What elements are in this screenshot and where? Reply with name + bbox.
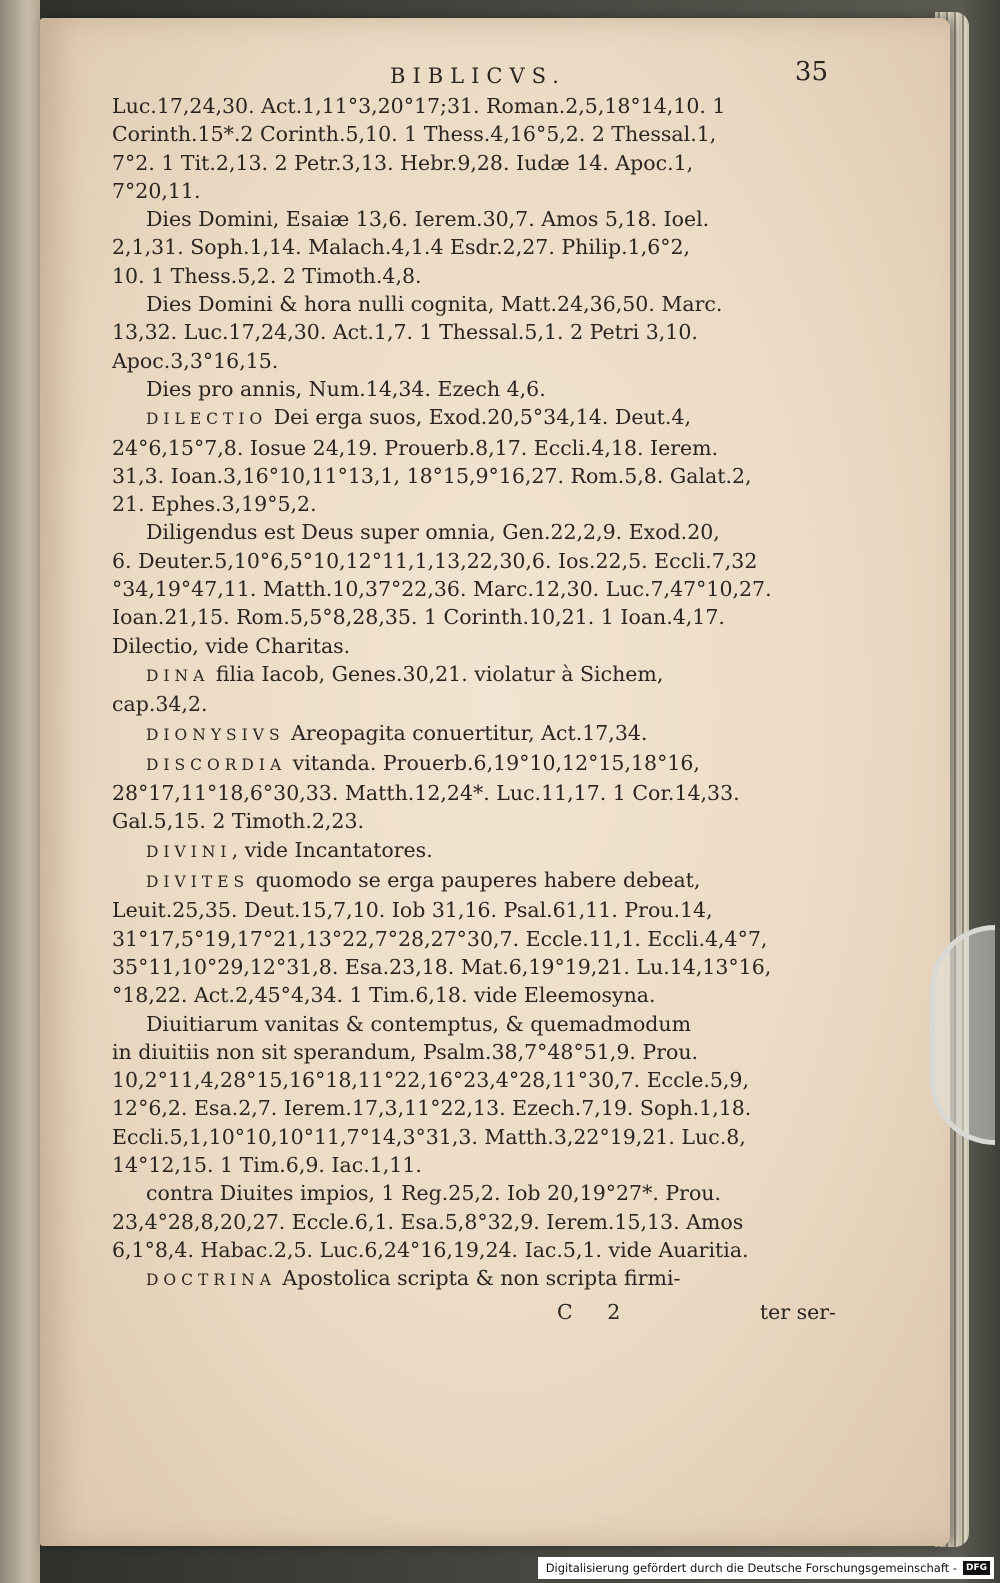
- entry-heading: DIVITES: [146, 873, 250, 892]
- entry-text: 2,1,31. Soph.1,14. Malach.4,1.4 Esdr.2,27. Philip.1,6°2,: [112, 235, 691, 260]
- text-line: [112, 290, 844, 318]
- text-line: [112, 403, 844, 433]
- text-line: [112, 434, 844, 462]
- entry-text: Dei erga suos, Exod.20,5°34,14. Deut.4,: [267, 405, 691, 430]
- entry-text: Corinth.15*.2 Corinth.5,10. 1 Thess.4,16°5,2. 2 Thessal.1,: [112, 122, 717, 147]
- dfg-logo: DFG: [963, 1561, 990, 1575]
- text-line: [112, 719, 844, 749]
- entry-text: vitanda. Prouerb.6,19°10,12°15,18°16,: [286, 750, 700, 775]
- running-head: BIBLICVS.: [390, 64, 566, 88]
- entry-text: Diligendus est Deus super omnia, Gen.22,2,9. Exod.20,: [146, 520, 720, 545]
- page-number: 35: [794, 57, 828, 87]
- entry-text: Apoc.3,3°16,15.: [112, 348, 279, 373]
- facing-page-edge: [0, 0, 40, 1583]
- entry-text: cap.34,2.: [112, 692, 208, 717]
- entry-heading: DISCORDIA: [146, 755, 287, 774]
- entry-text: 14°12,15. 1 Tim.6,9. Iac.1,11.: [112, 1152, 422, 1177]
- entry-text: contra Diuites impios, 1 Reg.25,2. Iob 20,19°27*. Prou.: [146, 1181, 722, 1206]
- text-line: [112, 603, 844, 631]
- entry-text: Gal.5,15. 2 Timoth.2,23.: [112, 809, 365, 834]
- entry-text: 24°6,15°7,8. Iosue 24,19. Prouerb.8,17. Eccli.4,18. Ierem.: [112, 435, 719, 460]
- entry-text: 7°2. 1 Tit.2,13. 2 Petr.3,13. Hebr.9,28. Iudæ 14. Apoc.1,: [112, 150, 694, 175]
- text-line: [112, 925, 844, 953]
- entry-text: Diuitiarum vanitas & contemptus, & quemadmodum: [146, 1011, 692, 1036]
- text-line: [112, 92, 844, 120]
- text-line: [112, 1123, 844, 1151]
- text-line: [112, 836, 844, 866]
- text-line: [112, 1066, 844, 1094]
- text-line: [112, 1010, 844, 1038]
- entry-text: 31°17,5°19,17°21,13°22,7°28,27°30,7. Eccle.11,1. Eccli.4,4°7,: [112, 926, 768, 951]
- credit-text: Digitalisierung gefördert durch die Deutsche Forschungsgemeinschaft -: [545, 1561, 957, 1575]
- text-line: [112, 807, 844, 835]
- page-footer: [112, 1298, 844, 1332]
- entry-heading: DILECTIO: [146, 410, 268, 429]
- entry-text: , vide Incantatores.: [231, 837, 433, 862]
- text-line: [112, 490, 844, 518]
- text-line: [112, 318, 844, 346]
- entry-text: filia Iacob, Genes.30,21. violatur à Sichem,: [209, 661, 664, 686]
- text-line: [112, 375, 844, 403]
- text-line: [112, 120, 844, 148]
- text-line: [112, 632, 844, 660]
- text-line: [112, 866, 844, 896]
- entry-text: 7°20,11.: [112, 178, 201, 203]
- text-line: [112, 233, 844, 261]
- text-line: [112, 1151, 844, 1179]
- text-line: [112, 575, 844, 603]
- text-line: [112, 177, 844, 205]
- entry-text: 13,32. Luc.17,24,30. Act.1,7. 1 Thessal.5,1. 2 Petri 3,10.: [112, 320, 698, 345]
- entry-text: in diuitiis non sit sperandum, Psalm.38,7°48°51,9. Prou.: [112, 1039, 699, 1064]
- index-entries: [112, 92, 844, 1294]
- entry-text: Eccli.5,1,10°10,10°11,7°14,3°31,3. Matth.3,22°19,21. Luc.8,: [112, 1124, 746, 1149]
- entry-heading: DINA: [146, 666, 210, 685]
- entry-text: Luc.17,24,30. Act.1,11°3,20°17;31. Roman.2,5,18°14,10. 1: [112, 94, 726, 118]
- entry-text: Apostolica scripta & non scripta firmi-: [275, 1266, 681, 1291]
- text-line: [112, 347, 844, 375]
- entry-heading: DIVINI: [146, 842, 232, 861]
- entry-heading: DIONYSIVS: [146, 725, 285, 744]
- digitization-credit: [538, 1557, 994, 1579]
- entry-text: Areopagita conuertitur, Act.17,34.: [284, 720, 648, 745]
- entry-text: 28°17,11°18,6°30,33. Matth.12,24*. Luc.11,17. 1 Cor.14,33.: [112, 781, 740, 806]
- text-line: [112, 1264, 844, 1294]
- signature-mark: C 2: [557, 1300, 635, 1325]
- text-line: [112, 547, 844, 575]
- entry-text: °34,19°47,11. Matth.10,37°22,36. Marc.12,30. Luc.7,47°10,27.: [112, 577, 772, 602]
- entry-text: 6. Deuter.5,10°6,5°10,12°11,1,13,22,30,6. Ios.22,5. Eccli.7,32: [112, 548, 758, 573]
- entry-text: 6,1°8,4. Habac.2,5. Luc.6,24°16,19,24. Iac.5,1. vide Auaritia.: [112, 1237, 749, 1262]
- entry-text: 23,4°28,8,20,27. Eccle.6,1. Esa.5,8°32,9. Ierem.15,13. Amos: [112, 1209, 744, 1234]
- entry-text: 12°6,2. Esa.2,7. Ierem.17,3,11°22,13. Ezech.7,19. Soph.1,18.: [112, 1096, 752, 1121]
- text-line: [112, 690, 844, 718]
- text-line: [112, 896, 844, 924]
- page-header: [112, 57, 844, 92]
- page-text: [112, 57, 844, 1332]
- entry-text: 31,3. Ioan.3,16°10,11°13,1, 18°15,9°16,27. Rom.5,8. Galat.2,: [112, 463, 752, 488]
- text-line: [112, 262, 844, 290]
- text-line: [112, 1094, 844, 1122]
- entry-heading: DOCTRINA: [146, 1271, 276, 1290]
- page-clip: [930, 925, 995, 1145]
- entry-text: Dies Domini & hora nulli cognita, Matt.24,36,50. Marc.: [146, 292, 723, 317]
- text-line: [112, 1236, 844, 1264]
- catchword: ter ser-: [759, 1300, 836, 1325]
- text-line: [112, 981, 844, 1009]
- text-line: [112, 779, 844, 807]
- text-line: [112, 462, 844, 490]
- entry-text: 10,2°11,4,28°15,16°18,11°22,16°23,4°28,11°30,7. Eccle.5,9,: [112, 1068, 749, 1093]
- entry-text: 10. 1 Thess.5,2. 2 Timoth.4,8.: [112, 263, 422, 288]
- entry-text: 21. Ephes.3,19°5,2.: [112, 492, 317, 517]
- text-line: [112, 205, 844, 233]
- entry-text: Dies Domini, Esaiæ 13,6. Ierem.30,7. Amos 5,18. Ioel.: [146, 207, 710, 232]
- text-line: [112, 1179, 844, 1207]
- entry-text: Leuit.25,35. Deut.15,7,10. Iob 31,16. Psal.61,11. Prou.14,: [112, 898, 713, 923]
- text-line: [112, 660, 844, 690]
- entry-text: °18,22. Act.2,45°4,34. 1 Tim.6,18. vide Eleemosyna.: [112, 983, 656, 1008]
- entry-text: quomodo se erga pauperes habere debeat,: [249, 868, 701, 893]
- entry-text: Ioan.21,15. Rom.5,5°8,28,35. 1 Corinth.10,21. 1 Ioan.4,17.: [112, 605, 725, 630]
- entry-text: Dies pro annis, Num.14,34. Ezech 4,6.: [146, 376, 546, 401]
- text-line: [112, 1208, 844, 1236]
- text-line: [112, 518, 844, 546]
- text-line: [112, 749, 844, 779]
- text-line: [112, 953, 844, 981]
- text-line: [112, 149, 844, 177]
- entry-text: Dilectio, vide Charitas.: [112, 633, 351, 658]
- entry-text: 35°11,10°29,12°31,8. Esa.23,18. Mat.6,19°19,21. Lu.14,13°16,: [112, 954, 772, 979]
- text-line: [112, 1038, 844, 1066]
